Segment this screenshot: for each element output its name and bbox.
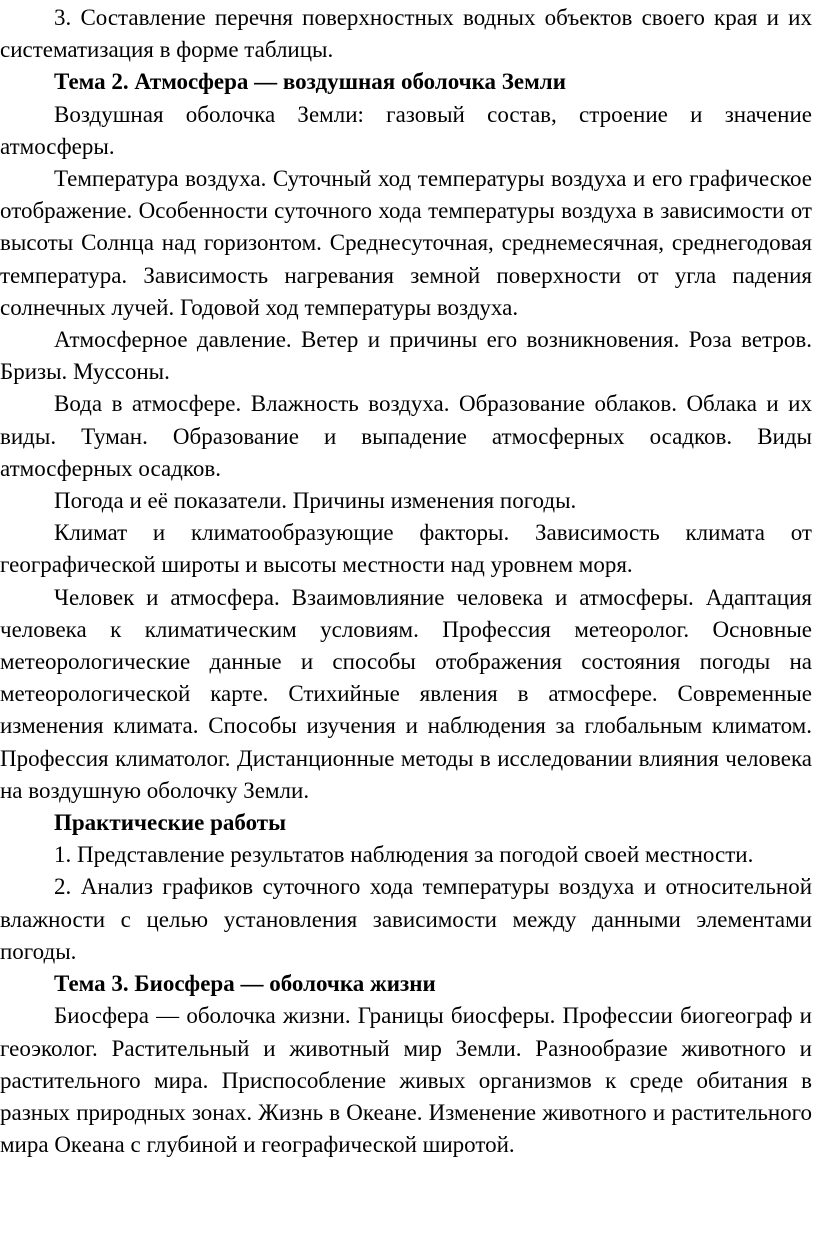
- paragraph-air-temperature: Температура воздуха. Суточный ход температуры воздуха и его графическое отображение. Особенности суточного хода температуры воздуха в зависимости от высоты Солнца над горизонтом. Среднесуточная, среднемесячная, среднегодовая температура. Зависимость нагревания земной поверхности от угла падения солнечных лучей. Годовой ход температуры воздуха.: [0, 166, 812, 320]
- paragraph-air-envelope: Воздушная оболочка Земли: газовый состав, строение и значение атмосферы.: [0, 101, 812, 159]
- paragraph-water-in-atmosphere: Вода в атмосфере. Влажность воздуха. Образование облаков. Облака и их виды. Туман. Образование и выпадение атмосферных осадков. Виды атмосферных осадков.: [0, 391, 812, 481]
- heading-topic-2: Тема 2. Атмосфера — воздушная оболочка Земли: [54, 69, 566, 95]
- paragraph-atmospheric-pressure: Атмосферное давление. Ветер и причины его возникновения. Роза ветров. Бризы. Муссоны.: [0, 327, 812, 385]
- heading-practical-works: Практические работы: [54, 810, 287, 836]
- practical-work-2: 2. Анализ графиков суточного хода температуры воздуха и относительной влажности с целью установления зависимости между данными элементами погоды.: [0, 874, 812, 964]
- practical-work-1: 1. Представление результатов наблюдения за погодой своей местности.: [54, 842, 754, 868]
- paragraph-climate: Климат и климатообразующие факторы. Зависимость климата от географической широты и высоты местности над уровнем моря.: [0, 520, 812, 578]
- paragraph-human-and-atmosphere: Человек и атмосфера. Взаимовлияние человека и атмосферы. Адаптация человека к климатическим условиям. Профессия метеоролог. Основные метеорологические данные и способы отображения состояния погоды на метеорологической карте. Стихийные явления в атмосфере. Современные изменения климата. Способы изучения и наблюдения за глобальным климатом. Профессия климатолог. Дистанционные методы в исследовании влияния человека на воздушную оболочку Земли.: [0, 584, 812, 803]
- paragraph-task-3: 3. Составление перечня поверхностных водных объектов своего края и их систематизация в форме таблицы.: [0, 5, 812, 63]
- paragraph-weather: Погода и её показатели. Причины изменения погоды.: [54, 488, 577, 514]
- heading-topic-3: Тема 3. Биосфера — оболочка жизни: [54, 971, 436, 997]
- paragraph-biosphere: Биосфера — оболочка жизни. Границы биосферы. Профессии биогеограф и геоэколог. Растительный и животный мир Земли. Разнообразие животного и растительного мира. Приспособление живых организмов к среде обитания в разных природных зонах. Жизнь в Океане. Изменение животного и растительного мира Океана с глубиной и географической широтой.: [0, 1003, 812, 1158]
